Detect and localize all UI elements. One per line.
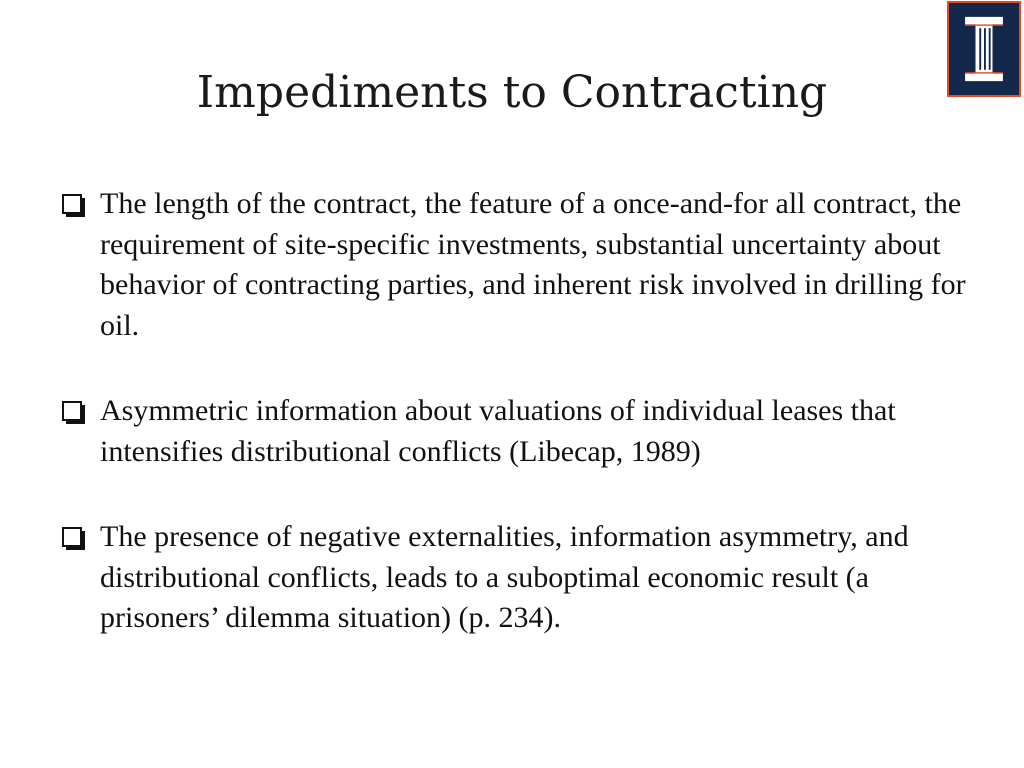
bullet-item-1 [62, 184, 982, 346]
bullet-item-2 [62, 391, 982, 472]
bullet-text: The presence of negative externalities, information asymmetry, and distributional conflicts, leads to a suboptimal economic result (a prisoners’ dilemma situation) (p. 234). [100, 520, 909, 634]
slide-title-text: Impediments to Contracting [196, 67, 828, 118]
bullet-item-3 [62, 517, 982, 639]
bullet-list [62, 184, 982, 639]
hollow-square-bullet-icon [62, 527, 82, 547]
slide-title [0, 64, 1024, 120]
bullet-text: Asymmetric information about valuations of individual leases that intensifies distributional conflicts (Libecap, 1989) [100, 394, 896, 468]
hollow-square-bullet-icon [62, 401, 82, 421]
bullet-text: The length of the contract, the feature of a once-and-for all contract, the requirement of site-specific investments, substantial uncertainty about behavior of contracting parties, and inherent risk involved in drilling for oil. [100, 187, 966, 342]
hollow-square-bullet-icon [62, 194, 82, 214]
